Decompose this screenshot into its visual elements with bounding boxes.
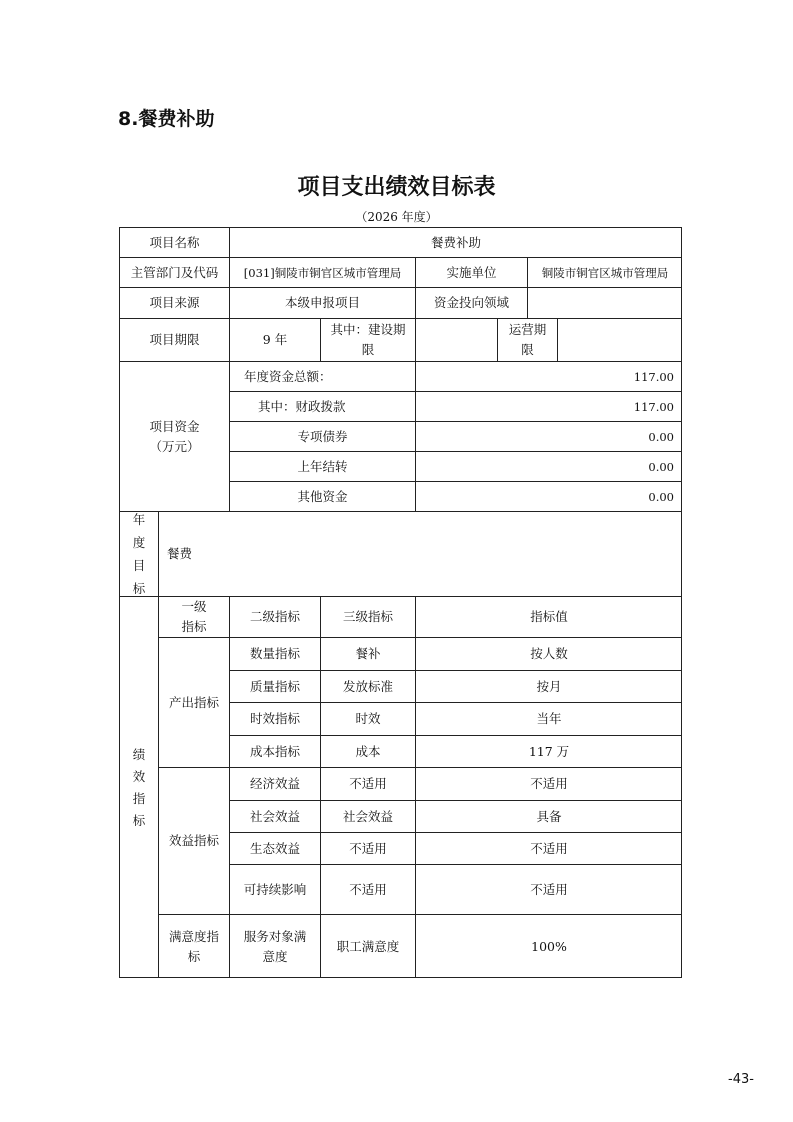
fund-fiscal-label: 其中：财政拨款 [258, 398, 346, 414]
fund-total-label: 年度资金总额： [244, 368, 332, 384]
operation-period-label-line1: 运营期 [508, 322, 547, 337]
construction-period-label-line1: 其中：建设期 [330, 322, 406, 337]
indicators-char: 指 [132, 790, 146, 806]
source-value: 本级申报项目 [284, 295, 360, 310]
ecological-level3: 不适用 [349, 840, 387, 856]
quality-value: 按月 [536, 678, 562, 694]
social-value: 具备 [536, 808, 562, 824]
sustainability-value: 不适用 [530, 881, 568, 897]
timeliness-value: 当年 [536, 711, 562, 726]
table-title: 项目支出绩效目标表 [297, 175, 496, 200]
construction-period-label-line2: 限 [361, 342, 375, 357]
ecological-value: 不适用 [530, 840, 568, 856]
satisfaction-level3: 职工满意度 [336, 938, 400, 954]
year-note: （2026 年度） [355, 210, 438, 224]
satisfaction-label-line1: 满意度指 [168, 928, 219, 944]
operation-period-label-line2: 限 [521, 342, 534, 357]
satisfaction-label-line2: 标 [187, 948, 201, 964]
annual-goal-char: 标 [132, 581, 146, 596]
fund-other-label: 其他资金 [297, 488, 348, 504]
satisfaction-level2-line2: 意度 [262, 948, 288, 964]
cost-value: 117 万 [528, 743, 570, 759]
satisfaction-level2 [230, 915, 320, 978]
indicators-char: 绩 [132, 746, 146, 762]
satisfaction-indicators-label [159, 915, 229, 978]
level1-header [159, 597, 229, 637]
fund-fiscal-value: 117.00 [633, 399, 674, 414]
annual-goal-content: 餐费 [167, 546, 193, 561]
economic-level2: 经济效益 [249, 776, 300, 791]
economic-level3: 不适用 [349, 776, 387, 791]
annual-goal-label [120, 512, 158, 596]
annual-goal-char: 年 [132, 512, 146, 527]
fund-other-value: 0.00 [648, 489, 674, 504]
project-name-value: 餐费补助 [430, 234, 481, 250]
funds-label-line2: （万元） [149, 438, 200, 454]
level2-header: 二级指标 [249, 609, 300, 624]
implementer-value: 铜陵市铜官区城市管理局 [541, 265, 669, 280]
economic-value: 不适用 [530, 776, 568, 791]
operation-period-label [498, 319, 557, 361]
level1-header-line1: 一级 [181, 599, 207, 614]
timeliness-level3: 时效 [355, 711, 381, 726]
satisfaction-level2-line1: 服务对象满 [243, 928, 307, 944]
page-number: -43- [728, 1072, 754, 1087]
quality-level2: 质量指标 [249, 678, 300, 694]
level3-header: 三级指标 [342, 609, 393, 624]
level1-header-line2: 指标 [181, 619, 207, 634]
fund-carryover-label: 上年结转 [297, 458, 348, 474]
value-header: 指标值 [530, 609, 568, 624]
construction-period-label [321, 319, 415, 361]
project-name-label: 项目名称 [149, 234, 200, 250]
social-level3: 社会效益 [342, 808, 393, 824]
indicators-char: 标 [132, 812, 146, 828]
quantity-level3: 餐补 [355, 646, 381, 661]
fund-bond-value: 0.00 [648, 429, 674, 444]
sustainability-level3: 不适用 [349, 881, 387, 897]
quality-level3: 发放标准 [342, 678, 393, 694]
department-label: 主管部门及代码 [130, 264, 219, 280]
fund-bond-label: 专项债券 [297, 428, 348, 444]
satisfaction-value: 100% [531, 938, 567, 954]
annual-goal-char: 目 [132, 558, 146, 573]
indicators-label [120, 597, 158, 978]
fund-carryover-value: 0.00 [648, 459, 674, 474]
period-value: 9 年 [262, 332, 288, 347]
output-indicators-label: 产出指标 [168, 694, 219, 710]
cost-level2: 成本指标 [249, 743, 300, 759]
field-label: 资金投向领域 [433, 295, 509, 310]
field-value [528, 288, 682, 318]
section-heading: 8.餐费补助 [118, 108, 215, 130]
social-level2: 社会效益 [249, 808, 300, 824]
ecological-level2: 生态效益 [249, 840, 300, 856]
sustainability-level2: 可持续影响 [243, 881, 307, 897]
benefit-indicators-label: 效益指标 [168, 833, 219, 848]
operation-period-value [558, 319, 682, 361]
indicators-char: 效 [132, 768, 146, 784]
quantity-value: 按人数 [530, 646, 568, 661]
implementer-label: 实施单位 [446, 264, 497, 280]
funds-label [120, 362, 229, 511]
department-value: [031]铜陵市铜官区城市管理局 [243, 265, 402, 280]
annual-goal-char: 度 [132, 535, 146, 550]
fund-total-value: 117.00 [633, 369, 674, 384]
quantity-level2: 数量指标 [249, 646, 300, 661]
source-label: 项目来源 [149, 295, 200, 310]
period-label: 项目期限 [149, 332, 200, 347]
funds-label-line1: 项目资金 [149, 418, 200, 434]
timeliness-level2: 时效指标 [249, 711, 300, 726]
cost-level3: 成本 [355, 743, 381, 759]
construction-period-value [416, 319, 497, 361]
